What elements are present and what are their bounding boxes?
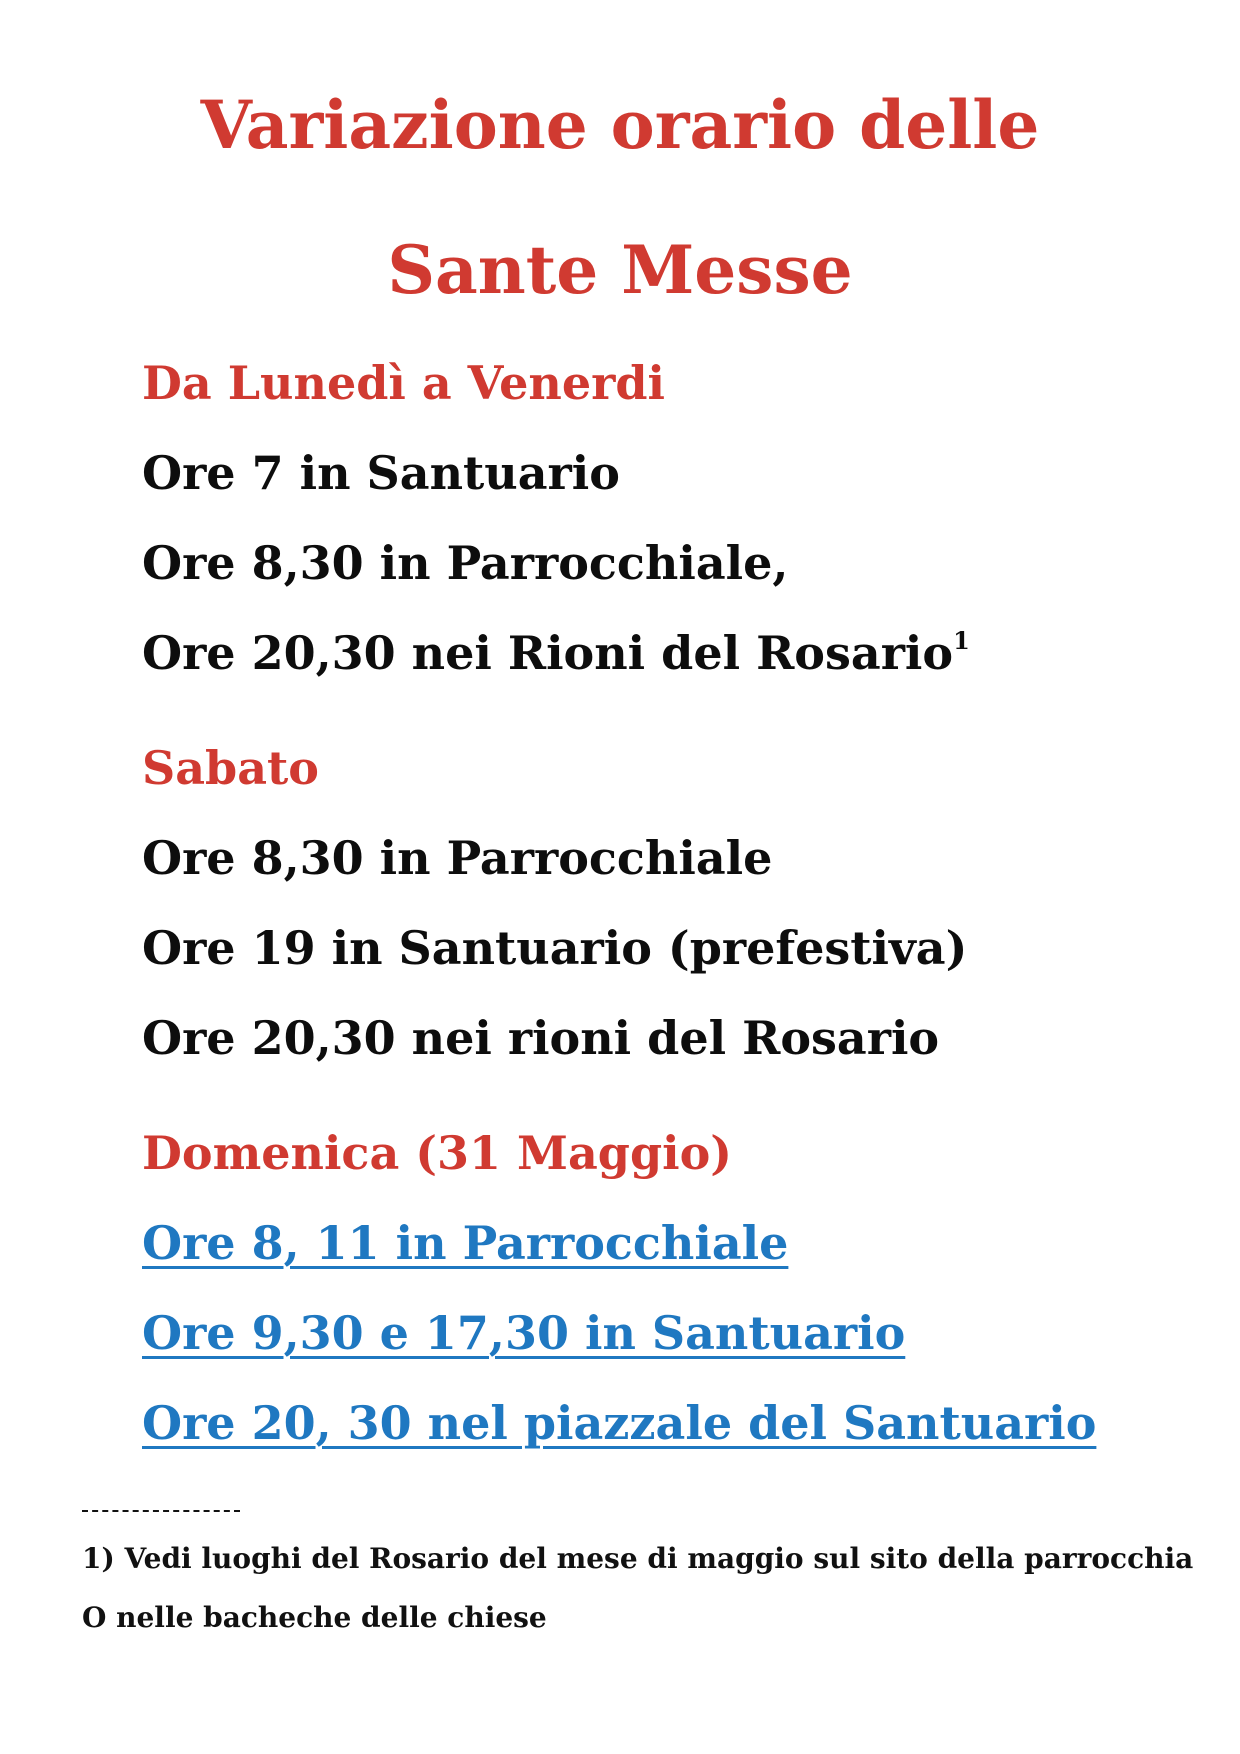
footnote-separator	[82, 1510, 240, 1512]
schedule-entry: Ore 19 in Santuario (prefestiva)	[142, 921, 968, 975]
footnote-text-line-2: O nelle bacheche delle chiese	[82, 1601, 547, 1634]
schedule-entry: Ore 20,30 nei rioni del Rosario	[142, 1011, 940, 1065]
schedule-entry: Ore 8,30 in Parrocchiale,	[142, 536, 789, 590]
schedule-entry-text: Ore 20,30 nei Rioni del Rosario	[142, 626, 954, 680]
footnote-text-line-1: 1) Vedi luoghi del Rosario del mese di maggio sul sito della parrocchia	[82, 1542, 1194, 1575]
schedule-entry-link[interactable]: Ore 8, 11 in Parrocchiale	[142, 1216, 789, 1270]
section-heading-saturday: Sabato	[142, 741, 319, 795]
schedule-entry: Ore 7 in Santuario	[142, 446, 620, 500]
schedule-entry-link[interactable]: Ore 20, 30 nel piazzale del Santuario	[142, 1396, 1097, 1450]
section-heading-weekdays: Da Lunedì a Venerdi	[142, 356, 666, 410]
schedule-entry: Ore 8,30 in Parrocchiale	[142, 831, 773, 885]
schedule-entry-link[interactable]: Ore 9,30 e 17,30 in Santuario	[142, 1306, 906, 1360]
schedule-entry-with-footnote	[142, 626, 970, 680]
page-title-line-1: Variazione orario delle	[200, 86, 1040, 164]
section-heading-sunday: Domenica (31 Maggio)	[142, 1126, 733, 1180]
page-title-line-2: Sante Messe	[387, 231, 853, 309]
footnote-reference: 1	[953, 626, 970, 655]
